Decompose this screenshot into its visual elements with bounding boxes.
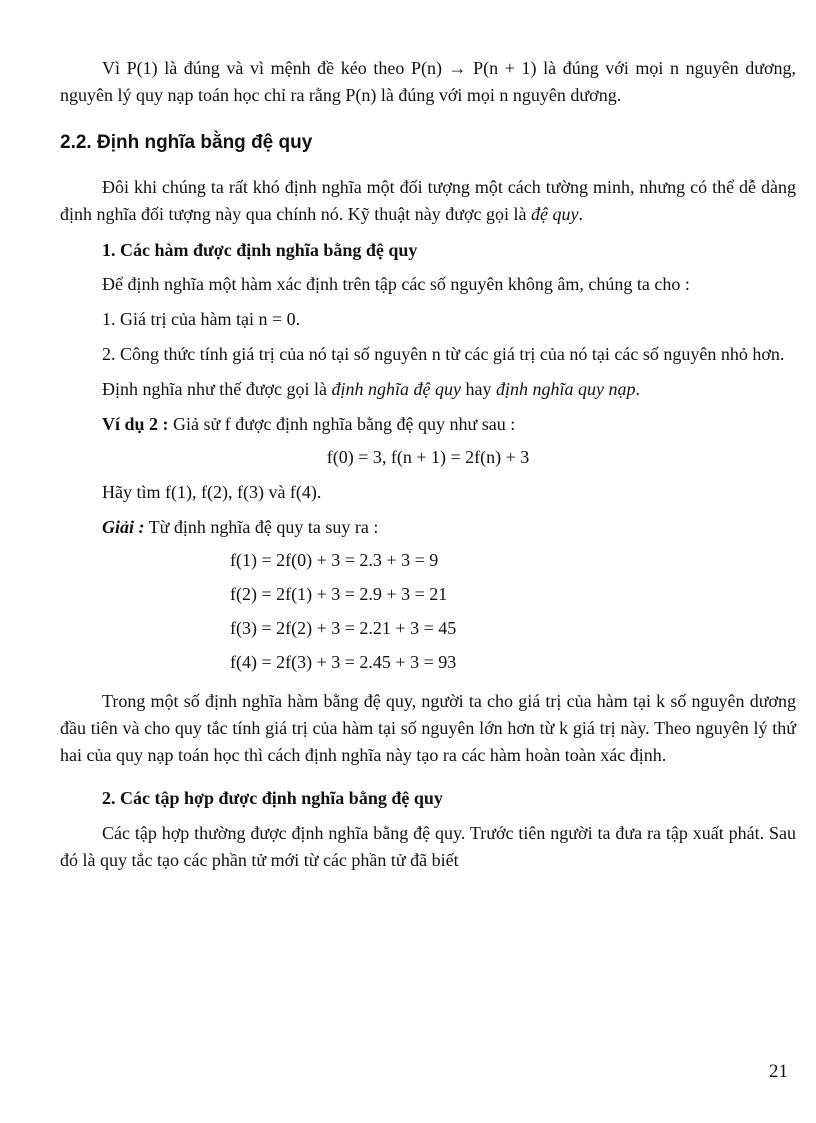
example-label: Ví dụ 2 : — [102, 414, 169, 434]
called-text-b: hay — [460, 379, 496, 399]
equation-line: f(2) = 2f(1) + 3 = 2.9 + 3 = 21 — [230, 584, 448, 604]
item-1: 1. Giá trị của hàm tại n = 0. — [102, 309, 301, 329]
solution-text: Từ định nghĩa đệ quy ta suy ra : — [144, 517, 379, 537]
item-2: 2. Công thức tính giá trị của nó tại số nguyên n từ các giá trị của nó tại các số nguyên nhỏ hơn. — [102, 344, 785, 364]
example-task: Hãy tìm f(1), f(2), f(3) và f(4). — [102, 482, 322, 502]
definition-end: . — [578, 204, 583, 224]
called-paragraph — [60, 376, 796, 403]
called-text-end: . — [635, 379, 640, 399]
solution-paragraph — [60, 514, 796, 541]
k-values-paragraph: Trong một số định nghĩa hàm bằng đệ quy, người ta cho giá trị của hàm tại k số nguyên dương đầu tiên và cho quy tắc tính giá trị của hàm tại số nguyên lớn hơn từ k giá trị này. Theo nguyên lý thứ hai của quy nạp toán học thì cách định nghĩa này tạo ra các hàm hoàn toàn xác định. — [60, 691, 796, 765]
page-number: 21 — [769, 1061, 788, 1082]
definition-text: Đôi khi chúng ta rất khó định nghĩa một đối tượng một cách tường minh, nhưng có thể dễ dàng định nghĩa đối tượng này qua chính nó. Kỹ thuật này được gọi là — [60, 177, 796, 224]
section-title: 2.2. Định nghĩa bằng đệ quy — [60, 132, 313, 153]
definition-paragraph — [60, 174, 796, 228]
called-text-a: Định nghĩa như thế được gọi là — [102, 379, 332, 399]
function-paragraph: Để định nghĩa một hàm xác định trên tập các số nguyên không âm, chúng ta cho : — [102, 274, 690, 294]
example-formula: f(0) = 3, f(n + 1) = 2f(n) + 3 — [326, 447, 530, 467]
equation-line: f(4) = 2f(3) + 3 = 2.45 + 3 = 93 — [230, 652, 457, 672]
sets-paragraph: Các tập hợp thường được định nghĩa bằng đệ quy. Trước tiên người ta đưa ra tập xuất phát. Sau đó là quy tắc tạo các phần tử mới từ các phần tử đã biết — [60, 823, 796, 870]
definition-term: đệ quy — [530, 204, 579, 224]
example-paragraph — [60, 411, 796, 438]
page-content — [60, 55, 796, 874]
subsection-2-title: 2. Các tập hợp được định nghĩa bằng đệ quy — [102, 788, 443, 808]
example-text: Giả sử f được định nghĩa bằng đệ quy như sau : — [168, 414, 516, 434]
intro-paragraph: Vì P(1) là đúng và vì mệnh đề kéo theo P(n) → P(n + 1) là đúng với mọi n nguyên dương, nguyên lý quy nạp toán học chỉ ra rằng P(n) là đúng với mọi n nguyên dương. — [60, 58, 796, 105]
term-recursive-definition: định nghĩa đệ quy — [331, 379, 461, 399]
term-inductive-definition: định nghĩa quy nạp — [495, 379, 636, 399]
equation-line: f(1) = 2f(0) + 3 = 2.3 + 3 = 9 — [230, 550, 439, 570]
equation-line: f(3) = 2f(2) + 3 = 2.21 + 3 = 45 — [230, 618, 457, 638]
solution-label: Giải : — [102, 517, 145, 537]
subsection-1-title: 1. Các hàm được định nghĩa bằng đệ quy — [102, 240, 418, 260]
